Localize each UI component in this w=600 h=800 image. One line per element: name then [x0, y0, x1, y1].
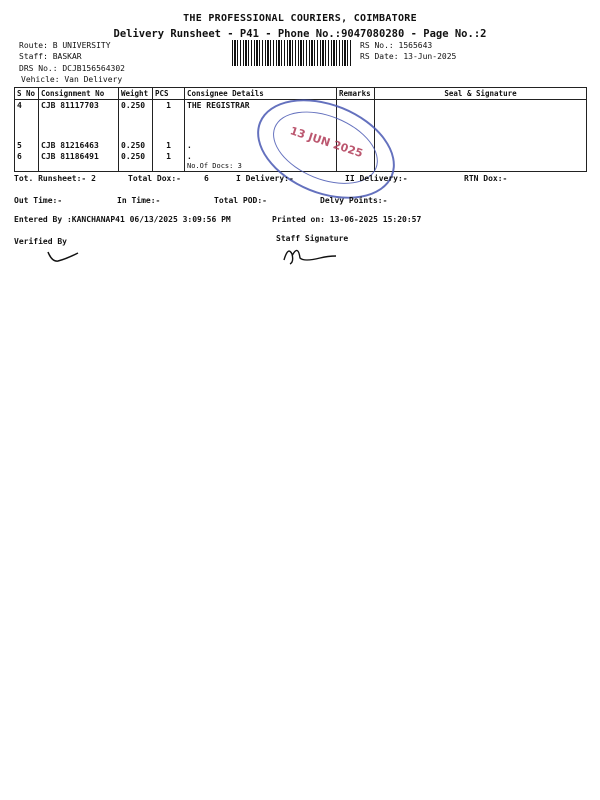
barcode-image [232, 40, 352, 66]
cell-sno: 5 [15, 140, 39, 151]
cell-seal [375, 151, 587, 172]
printed-on: Printed on: 13-06-2025 15:20:57 [272, 215, 422, 224]
table-header-row [15, 88, 587, 100]
col-remarks: Remarks [337, 88, 375, 100]
total-pod: Total POD:- [214, 196, 267, 205]
rtn-dox: RTN Dox:- [464, 174, 508, 183]
cell-sno: 4 [15, 100, 39, 140]
stamp-date: 13 JUN 2025 [288, 124, 365, 161]
col-weight: Weight [119, 88, 153, 100]
i-delivery: I Delivery:- [236, 174, 294, 183]
cell-consignee: . [185, 140, 337, 151]
rs-date: RS Date: 13-Jun-2025 [360, 52, 457, 61]
tot-runsheet: Tot. Runsheet:- 2 [14, 174, 96, 183]
col-sno: S No [15, 88, 39, 100]
vehicle-label: Vehicle: Van Delivery [21, 75, 123, 84]
drs-number: DRS No.: DCJB156564302 [19, 64, 125, 73]
ii-delivery: II Delivery:- [345, 174, 408, 183]
cell-pcs: 1 [153, 140, 185, 151]
staff-signature [280, 240, 340, 268]
staff-label: Staff: BASKAR [19, 52, 82, 61]
docs-count: No.Of Docs: 3 [187, 161, 242, 170]
cell-consignment: CJB 81186491 [39, 151, 119, 172]
route-label: Route: B UNIVERSITY [19, 41, 111, 50]
total-dox-value: 6 [204, 174, 209, 183]
col-pcs: PCS [153, 88, 185, 100]
cell-seal [375, 140, 587, 151]
cell-pcs: 1 [153, 151, 185, 172]
total-dox: Total Dox:- [128, 174, 181, 183]
cell-consignment: CJB 81216463 [39, 140, 119, 151]
col-seal: Seal & Signature [375, 88, 587, 100]
cell-weight: 0.250 [119, 140, 153, 151]
entered-by: Entered By :KANCHANAP41 06/13/2025 3:09:56 PM [14, 215, 231, 224]
delvy-points: Delvy Points:- [320, 196, 388, 205]
cell-consignment: CJB 81117703 [39, 100, 119, 140]
col-consignment: Consignment No [39, 88, 119, 100]
cell-consignee: THE REGISTRAR [185, 100, 337, 140]
verifier-signature [44, 246, 84, 266]
in-time: In Time:- [117, 196, 161, 205]
verified-by: Verified By [14, 237, 67, 246]
out-time: Out Time:- [14, 196, 63, 205]
cell-pcs: 1 [153, 100, 185, 140]
staff-signature-label: Staff Signature [276, 234, 349, 243]
company-title: THE PROFESSIONAL COURIERS, COIMBATORE [183, 13, 417, 24]
cell-weight: 0.250 [119, 100, 153, 140]
rs-number: RS No.: 1565643 [360, 41, 433, 50]
runsheet-title: Delivery Runsheet - P41 - Phone No.:9047080280 - Page No.:2 [113, 28, 487, 40]
cell-seal [375, 100, 587, 140]
cell-weight: 0.250 [119, 151, 153, 172]
col-consignee: Consignee Details [185, 88, 337, 100]
cell-sno: 6 [15, 151, 39, 172]
consignee-text: . [187, 151, 192, 161]
